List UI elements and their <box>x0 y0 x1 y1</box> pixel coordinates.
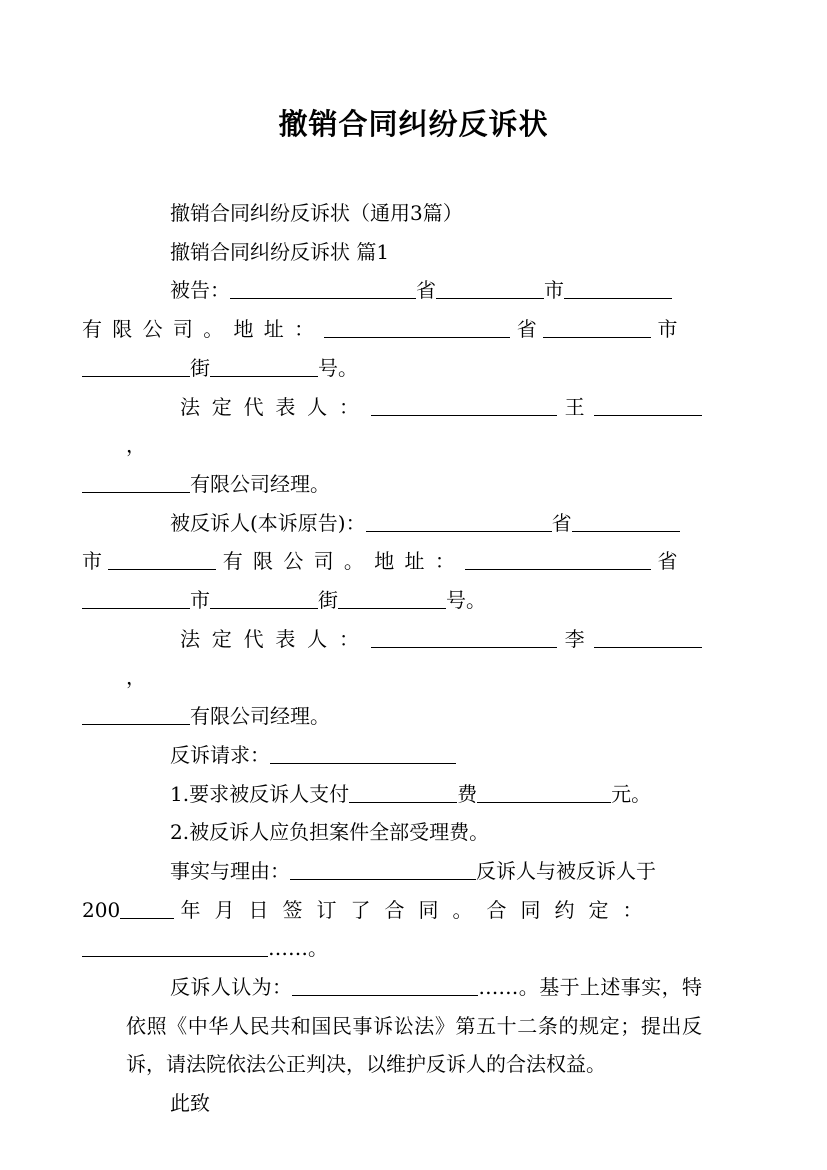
li-text: 李 <box>564 626 587 651</box>
city-text: 市 <box>544 278 564 303</box>
claim1-text-b: 费 <box>457 781 478 806</box>
facts-paragraph <box>82 852 702 968</box>
facts-text-b: 年月日签订了合同。合同约定： <box>180 897 657 922</box>
blank-field[interactable] <box>465 549 651 570</box>
opinion-paragraph <box>126 968 702 1084</box>
blank-field[interactable] <box>82 704 190 725</box>
defendant-paragraph <box>82 271 702 387</box>
subtitle-line: 撤销合同纠纷反诉状（通用3篇） <box>170 201 463 225</box>
opinion-text: ……。基于上述事实，特依照《中华人民共和国民事诉讼法》第五十二条的规定；提出反诉，请法院依法公正判决，以维护反诉人的合法权益。 <box>126 975 703 1077</box>
facts-text-a: 反诉人与被反诉人于 <box>476 858 656 883</box>
facts-label: 事实与理由： <box>170 858 290 883</box>
claim1-text-a: 1.要求被反诉人支付 <box>170 781 350 806</box>
number-text: 号。 <box>446 588 486 613</box>
comma-text: ， <box>126 433 146 458</box>
wang-text: 王 <box>564 394 587 419</box>
blank-field[interactable] <box>292 975 478 996</box>
defendant-label: 被告： <box>170 278 230 303</box>
company-address-text: 有限公司。地址： <box>222 549 466 574</box>
claim-1 <box>126 775 702 814</box>
city-text: 市 <box>82 549 102 574</box>
street-text: 街 <box>190 355 210 380</box>
blank-field[interactable] <box>564 278 672 299</box>
comma-text: ， <box>126 665 146 690</box>
blank-field[interactable] <box>230 278 416 299</box>
manager-text: 有限公司经理。 <box>190 471 330 496</box>
number-text: 号。 <box>318 355 358 380</box>
blank-field[interactable] <box>543 317 651 338</box>
blank-field[interactable] <box>594 627 702 648</box>
blank-field[interactable] <box>324 317 510 338</box>
blank-field[interactable] <box>108 549 216 570</box>
city-text: 市 <box>657 317 678 342</box>
claims-label: 反诉请求： <box>170 742 270 767</box>
street-text: 街 <box>318 588 338 613</box>
blank-field[interactable] <box>290 859 476 880</box>
blank-field[interactable] <box>371 627 557 648</box>
province-text: 省 <box>516 317 537 342</box>
province-text: 省 <box>551 510 572 535</box>
blank-field[interactable] <box>349 782 457 803</box>
blank-field[interactable] <box>82 356 190 377</box>
legal-rep-label: 法定代表人： <box>180 626 371 651</box>
blank-field[interactable] <box>210 356 318 377</box>
blank-field[interactable] <box>338 588 446 609</box>
blank-field[interactable] <box>82 936 268 957</box>
counter-defendant-label: 被反诉人(本诉原告)： <box>170 510 366 535</box>
legal-rep-paragraph <box>126 388 702 504</box>
blank-field[interactable] <box>594 395 702 416</box>
claim1-text-c: 元。 <box>611 781 652 806</box>
document-title: 撤销合同纠纷反诉状 <box>278 107 549 141</box>
opinion-label: 反诉人认为： <box>170 975 293 1000</box>
blank-field[interactable] <box>82 472 190 493</box>
company-address-text: 有限公司。地址： <box>82 317 325 342</box>
section-heading: 撤销合同纠纷反诉状 篇1 <box>170 239 390 264</box>
claim-2: 2.被反诉人应负担案件全部受理费。 <box>170 820 490 845</box>
blank-field[interactable] <box>82 588 190 609</box>
blank-field[interactable] <box>270 743 456 764</box>
blank-field[interactable] <box>210 588 318 609</box>
closing-text: 此致 <box>170 1091 210 1116</box>
blank-field[interactable] <box>366 511 552 532</box>
claims-paragraph <box>126 736 702 775</box>
document-body <box>82 194 703 1123</box>
city-text: 市 <box>190 588 210 613</box>
blank-field[interactable] <box>572 511 680 532</box>
province-text: 省 <box>657 549 678 574</box>
blank-field[interactable] <box>477 782 611 803</box>
legal-rep-label: 法定代表人： <box>180 394 371 419</box>
facts-year: 200 <box>82 897 121 922</box>
counter-defendant-paragraph <box>82 504 702 620</box>
blank-field[interactable] <box>120 898 174 919</box>
facts-text-c: ……。 <box>268 936 328 961</box>
province-text: 省 <box>416 278 436 303</box>
manager-text: 有限公司经理。 <box>190 704 330 729</box>
blank-field[interactable] <box>371 395 557 416</box>
legal-rep-paragraph <box>126 620 702 736</box>
blank-field[interactable] <box>436 278 544 299</box>
